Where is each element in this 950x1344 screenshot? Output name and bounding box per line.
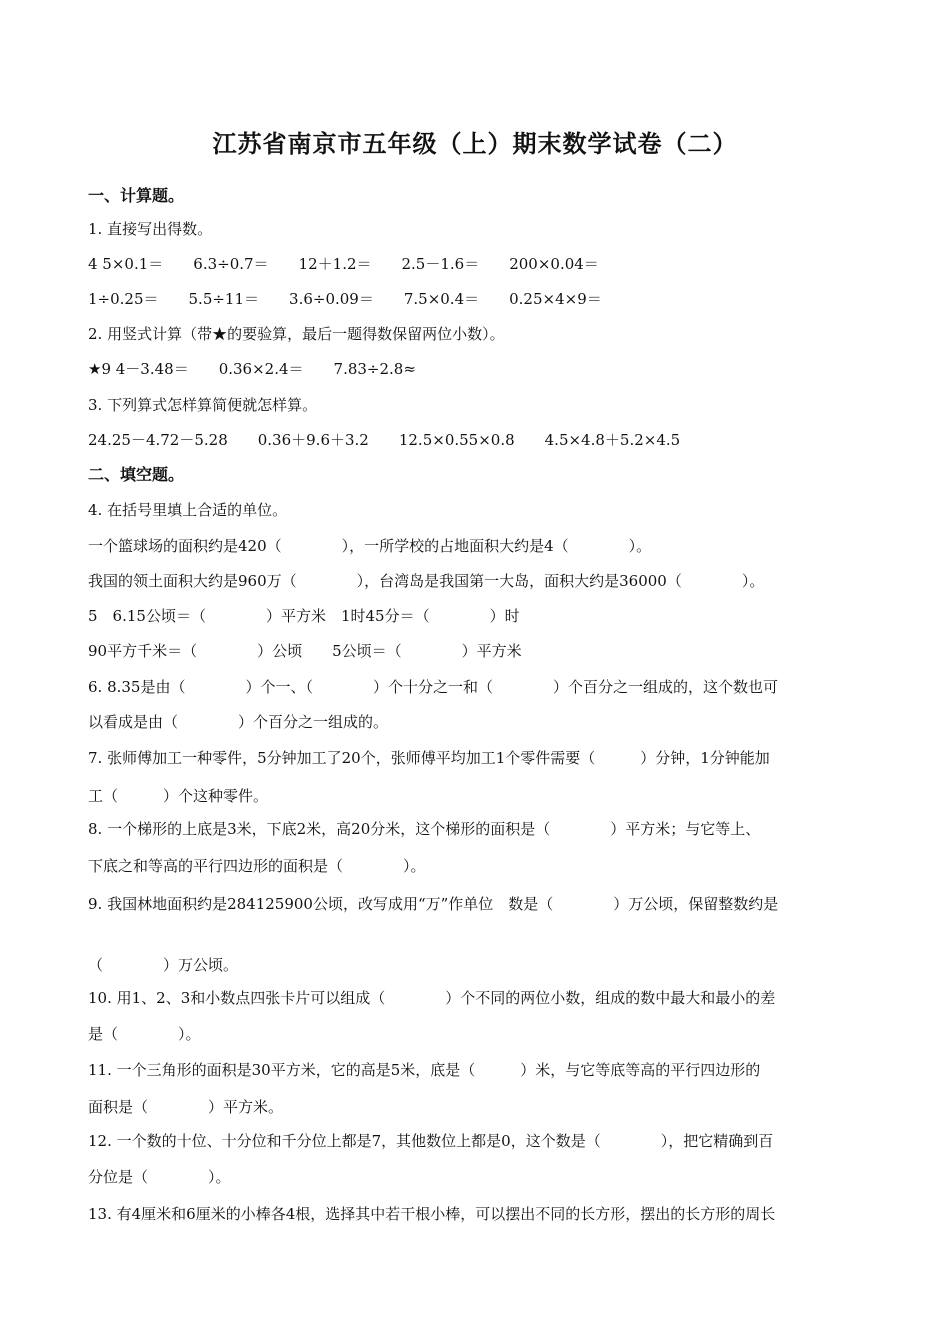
question-5-line-1: 5 6.15公顷＝（ ）平方米 1时45分＝（ ）时 — [88, 607, 520, 625]
question-3-prompt: 3. 下列算式怎样算简便就怎样算。 — [88, 396, 318, 414]
question-8-line-2: 下底之和等高的平行四边形的面积是（ ）。 — [88, 857, 426, 875]
question-1-row-2: 1÷0.25＝ 5.5÷11＝ 3.6÷0.09＝ 7.5×0.4＝ 0.25×4×9＝ — [88, 290, 602, 308]
question-11-line-1: 11. 一个三角形的面积是30平方米，它的高是5米，底是（ ）米，与它等底等高的平行四边形的 — [88, 1061, 761, 1079]
question-7-line-2: 工（ ）个这种零件。 — [88, 787, 269, 805]
question-4-line-1: 一个篮球场的面积约是420（ ），一所学校的占地面积大约是4（ ）。 — [88, 537, 652, 555]
question-4-prompt: 4. 在括号里填上合适的单位。 — [88, 501, 288, 519]
question-6-line-1: 6. 8.35是由（ ）个一、（ ）个十分之一和（ ）个百分之一组成的，这个数也可 — [88, 678, 778, 696]
question-11-line-2: 面积是（ ）平方米。 — [88, 1098, 284, 1116]
section-heading-fill-blank: 二、填空题。 — [88, 465, 185, 484]
page-title: 江苏省南京市五年级（上）期末数学试卷（二） — [212, 130, 738, 158]
question-10-line-1: 10. 用1、2、3和小数点四张卡片可以组成（ ）个不同的两位小数，组成的数中最大和最小的差 — [88, 989, 776, 1007]
question-12-line-2: 分位是（ ）。 — [88, 1168, 231, 1186]
question-6-line-2: 以看成是由（ ）个百分之一组成的。 — [88, 713, 389, 731]
question-10-line-2: 是（ ）。 — [88, 1025, 201, 1043]
question-2-prompt: 2. 用竖式计算（带★的要验算，最后一题得数保留两位小数）。 — [88, 325, 505, 343]
question-1-prompt: 1. 直接写出得数。 — [88, 220, 213, 238]
question-13-line-1: 13. 有4厘米和6厘米的小棒各4根，选择其中若干根小棒，可以摆出不同的长方形，摆出的长方形的周长 — [88, 1205, 776, 1223]
question-8-line-1: 8. 一个梯形的上底是3米，下底2米，高20分米，这个梯形的面积是（ ）平方米；与它等上、 — [88, 820, 761, 838]
question-9-line-2: （ ）万公顷。 — [88, 956, 239, 974]
question-4-line-2: 我国的领土面积大约是960万（ ），台湾岛是我国第一大岛，面积大约是36000（ ）。 — [88, 572, 765, 590]
section-heading-calculation: 一、计算题。 — [88, 186, 185, 205]
question-7-line-1: 7. 张师傅加工一种零件，5分钟加工了20个，张师傅平均加工1个零件需要（ ）分钟，1分钟能加 — [88, 749, 770, 767]
question-1-row-1: 4 5×0.1＝ 6.3÷0.7＝ 12＋1.2＝ 2.5－1.6＝ 200×0.04＝ — [88, 255, 599, 273]
question-5-line-2: 90平方千米＝（ ）公顷 5公顷＝（ ）平方米 — [88, 642, 522, 660]
question-3-items: 24.25－4.72－5.28 0.36＋9.6＋3.2 12.5×0.55×0.8 4.5×4.8＋5.2×4.5 — [88, 431, 681, 449]
question-2-items: ★9 4－3.48＝ 0.36×2.4＝ 7.83÷2.8≈ — [88, 360, 416, 378]
question-9-line-1: 9. 我国林地面积约是284125900公顷，改写成用“万”作单位 数是（ ）万公顷，保留整数约是 — [88, 895, 779, 913]
question-12-line-1: 12. 一个数的十位、十分位和千分位上都是7，其他数位上都是0，这个数是（ ），把它精确到百 — [88, 1132, 774, 1150]
